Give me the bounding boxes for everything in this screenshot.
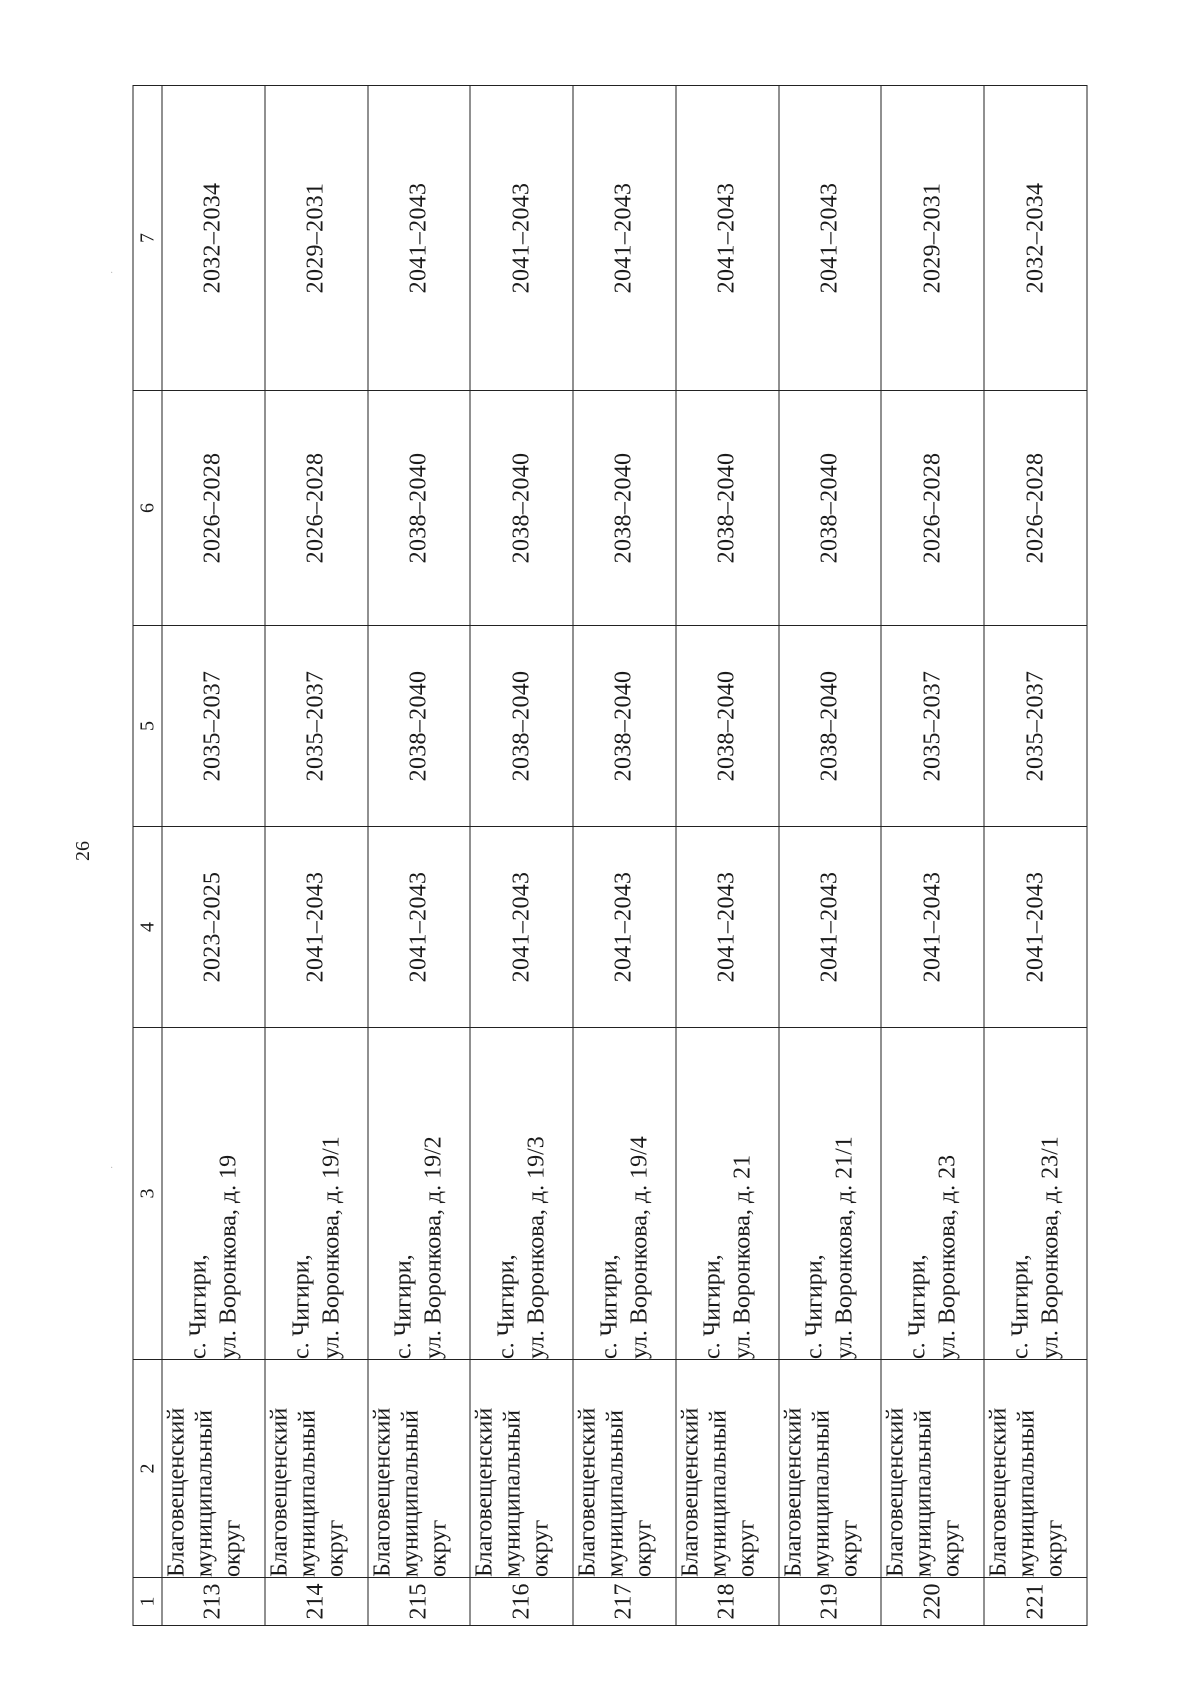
district-line: муниципальный — [1013, 1409, 1040, 1577]
schedule-table-wrapper — [133, 86, 1088, 1626]
period-cell-4: 2041–2043 — [265, 827, 368, 1028]
period-cell-6: 2026–2028 — [265, 391, 368, 626]
district-line: округ — [425, 1519, 452, 1577]
district-cell — [676, 1360, 779, 1578]
page-number: 26 — [72, 841, 94, 861]
row-number: 215 — [368, 1578, 471, 1626]
district-cell — [470, 1360, 573, 1578]
period-cell-4: 2041–2043 — [368, 827, 471, 1028]
district-cell — [779, 1360, 882, 1578]
period-cell-5: 2035–2037 — [265, 626, 368, 827]
table-row — [984, 86, 1087, 1626]
address-line: ул. Воронкова, д. 23 — [934, 1154, 961, 1359]
column-header: 6 — [133, 391, 162, 626]
address-cell — [470, 1028, 573, 1360]
period-cell-5: 2038–2040 — [368, 626, 471, 827]
district-line: муниципальный — [499, 1409, 526, 1577]
district-cell — [573, 1360, 676, 1578]
district-line: муниципальный — [705, 1409, 732, 1577]
address-line: ул. Воронкова, д. 19/2 — [420, 1136, 447, 1359]
scan-speck: · — [110, 268, 114, 279]
period-cell-5: 2035–2037 — [881, 626, 984, 827]
period-cell-4: 2041–2043 — [573, 827, 676, 1028]
period-cell-7: 2032–2034 — [984, 86, 1087, 391]
table-row — [573, 86, 676, 1626]
address-cell — [573, 1028, 676, 1360]
period-cell-7: 2029–2031 — [265, 86, 368, 391]
row-number: 221 — [984, 1578, 1087, 1626]
district-line: муниципальный — [602, 1409, 629, 1577]
district-line: округ — [938, 1519, 965, 1577]
district-line: округ — [1041, 1519, 1068, 1577]
address-cell — [779, 1028, 882, 1360]
row-number: 218 — [676, 1578, 779, 1626]
district-line: округ — [219, 1519, 246, 1577]
period-cell-5: 2038–2040 — [779, 626, 882, 827]
address-cell — [265, 1028, 368, 1360]
district-line: округ — [836, 1519, 863, 1577]
district-line: округ — [527, 1519, 554, 1577]
district-cell — [984, 1360, 1087, 1578]
district-line: округ — [630, 1519, 657, 1577]
district-line: Благовещенский — [882, 1407, 909, 1577]
district-cell — [368, 1360, 471, 1578]
period-cell-4: 2041–2043 — [881, 827, 984, 1028]
column-header: 5 — [133, 626, 162, 827]
period-cell-6: 2026–2028 — [162, 391, 265, 626]
period-cell-4: 2023–2025 — [162, 827, 265, 1028]
address-line: с. Чигири, — [390, 1254, 417, 1359]
period-cell-6: 2038–2040 — [573, 391, 676, 626]
column-header: 7 — [133, 86, 162, 391]
period-cell-5: 2035–2037 — [984, 626, 1087, 827]
address-cell — [881, 1028, 984, 1360]
table-row — [368, 86, 471, 1626]
district-line: Благовещенский — [369, 1407, 396, 1577]
address-line: с. Чигири, — [493, 1254, 520, 1359]
district-line: Благовещенский — [574, 1407, 601, 1577]
period-cell-5: 2038–2040 — [470, 626, 573, 827]
district-cell — [881, 1360, 984, 1578]
district-cell — [265, 1360, 368, 1578]
address-cell — [984, 1028, 1087, 1360]
district-line: муниципальный — [191, 1409, 218, 1577]
period-cell-5: 2035–2037 — [162, 626, 265, 827]
table-row — [676, 86, 779, 1626]
period-cell-4: 2041–2043 — [676, 827, 779, 1028]
period-cell-7: 2041–2043 — [676, 86, 779, 391]
address-line: ул. Воронкова, д. 23/1 — [1037, 1136, 1064, 1359]
row-number: 213 — [162, 1578, 265, 1626]
table-row — [881, 86, 984, 1626]
district-line: Благовещенский — [471, 1407, 498, 1577]
period-cell-5: 2038–2040 — [573, 626, 676, 827]
address-line: ул. Воронкова, д. 19/4 — [626, 1136, 653, 1359]
address-line: ул. Воронкова, д. 19/3 — [523, 1136, 550, 1359]
period-cell-6: 2038–2040 — [368, 391, 471, 626]
address-cell — [676, 1028, 779, 1360]
district-line: муниципальный — [910, 1409, 937, 1577]
header-row — [133, 86, 162, 1626]
address-line: ул. Воронкова, д. 21 — [729, 1154, 756, 1359]
column-header: 4 — [133, 827, 162, 1028]
address-line: ул. Воронкова, д. 19 — [215, 1154, 242, 1359]
address-line: с. Чигири, — [801, 1254, 828, 1359]
address-line: с. Чигири, — [596, 1254, 623, 1359]
row-number: 214 — [265, 1578, 368, 1626]
table-row — [779, 86, 882, 1626]
address-line: с. Чигири, — [699, 1254, 726, 1359]
row-number: 220 — [881, 1578, 984, 1626]
column-header: 1 — [133, 1578, 162, 1626]
scan-speck: · — [110, 1163, 114, 1174]
table-row — [470, 86, 573, 1626]
period-cell-6: 2026–2028 — [984, 391, 1087, 626]
address-line: с. Чигири, — [288, 1254, 315, 1359]
district-line: Благовещенский — [163, 1407, 190, 1577]
address-line: с. Чигири, — [185, 1254, 212, 1359]
schedule-table — [133, 85, 1088, 1626]
table-row — [162, 86, 265, 1626]
column-header: 2 — [133, 1360, 162, 1578]
district-line: муниципальный — [808, 1409, 835, 1577]
period-cell-4: 2041–2043 — [984, 827, 1087, 1028]
period-cell-6: 2038–2040 — [779, 391, 882, 626]
period-cell-7: 2041–2043 — [779, 86, 882, 391]
period-cell-7: 2029–2031 — [881, 86, 984, 391]
period-cell-7: 2041–2043 — [368, 86, 471, 391]
period-cell-5: 2038–2040 — [676, 626, 779, 827]
period-cell-6: 2038–2040 — [676, 391, 779, 626]
district-line: округ — [322, 1519, 349, 1577]
district-line: Благовещенский — [985, 1407, 1012, 1577]
period-cell-6: 2026–2028 — [881, 391, 984, 626]
row-number: 219 — [779, 1578, 882, 1626]
period-cell-4: 2041–2043 — [470, 827, 573, 1028]
district-line: Благовещенский — [780, 1407, 807, 1577]
address-line: ул. Воронкова, д. 21/1 — [831, 1136, 858, 1359]
row-number: 217 — [573, 1578, 676, 1626]
column-header: 3 — [133, 1028, 162, 1360]
district-line: округ — [733, 1519, 760, 1577]
address-cell — [368, 1028, 471, 1360]
address-cell — [162, 1028, 265, 1360]
address-line: с. Чигири, — [1007, 1254, 1034, 1359]
period-cell-6: 2038–2040 — [470, 391, 573, 626]
district-line: муниципальный — [294, 1409, 321, 1577]
district-line: муниципальный — [397, 1409, 424, 1577]
period-cell-4: 2041–2043 — [779, 827, 882, 1028]
period-cell-7: 2041–2043 — [470, 86, 573, 391]
address-line: ул. Воронкова, д. 19/1 — [318, 1136, 345, 1359]
table-row — [265, 86, 368, 1626]
district-line: Благовещенский — [677, 1407, 704, 1577]
address-line: с. Чигири, — [904, 1254, 931, 1359]
period-cell-7: 2032–2034 — [162, 86, 265, 391]
period-cell-7: 2041–2043 — [573, 86, 676, 391]
row-number: 216 — [470, 1578, 573, 1626]
district-line: Благовещенский — [266, 1407, 293, 1577]
district-cell — [162, 1360, 265, 1578]
